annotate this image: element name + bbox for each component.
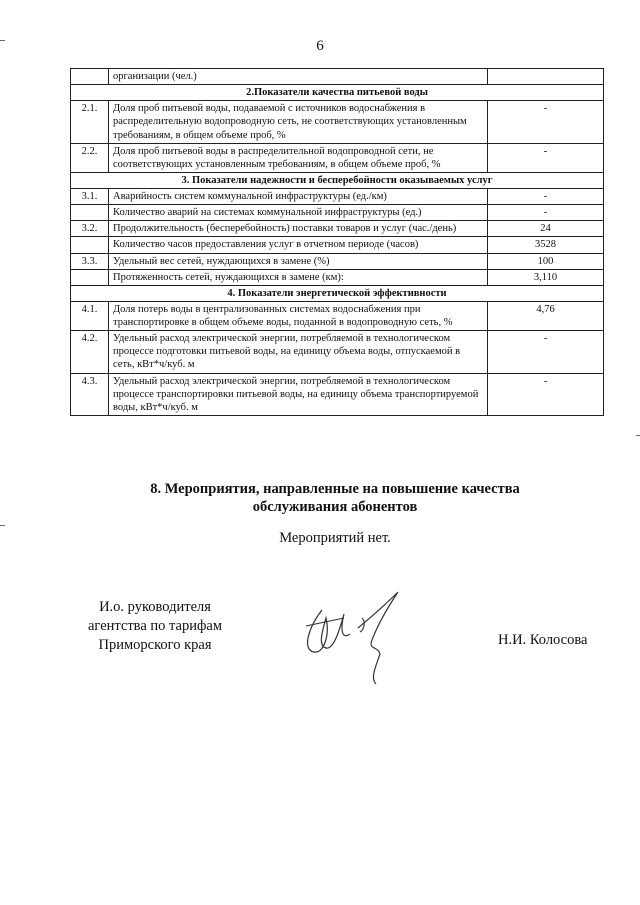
indicator-value: 3,110 (488, 269, 604, 285)
section-header: 3. Показатели надежности и бесперебойности оказываемых услуг (71, 172, 604, 188)
signatory-name: Н.И. Колосова (498, 632, 588, 648)
row-number (71, 205, 109, 221)
section-8-title-line2: обслуживания абонентов (252, 499, 418, 516)
indicator-value: - (488, 331, 604, 373)
indicator-value: 3528 (488, 237, 604, 253)
indicator-value: 4,76 (488, 301, 604, 330)
row-number: 4.1. (71, 301, 109, 330)
row-number: 3.3. (71, 253, 109, 269)
indicator-value: 100 (488, 253, 604, 269)
signatory-position (60, 598, 250, 655)
no-measures-text: Мероприятий нет. (279, 530, 391, 546)
signatory-position-line2: агентства по тарифам (88, 617, 222, 634)
table-row (71, 205, 604, 221)
indicator-name: организации (чел.) (109, 69, 488, 85)
table-row (71, 269, 604, 285)
table-row (71, 237, 604, 253)
row-number: 2.1. (71, 101, 109, 143)
handwritten-signature (300, 588, 410, 688)
section-header-row (71, 172, 604, 188)
row-number (71, 269, 109, 285)
signatory-position-line3: Приморского края (98, 636, 212, 653)
section-header-row (71, 285, 604, 301)
table-row (71, 143, 604, 172)
indicator-value: - (488, 205, 604, 221)
indicator-value: - (488, 143, 604, 172)
row-number: 3.1. (71, 189, 109, 205)
indicator-name: Количество часов предоставления услуг в отчетном периоде (часов) (109, 237, 488, 253)
indicator-name: Доля проб питьевой воды, подаваемой с источников водоснабжения в распределительную водопроводную сеть, не соответствующих установленным требованиям, в общем объеме проб, % (109, 101, 488, 143)
page-number: 6 (316, 38, 324, 54)
indicator-name: Удельный расход электрической энергии, потребляемой в технологическом процессе транспортировки питьевой воды, на единицу объема транспортируемой воды, кВт*ч/куб. м (109, 373, 488, 415)
table-row (71, 373, 604, 415)
margin-mark (0, 525, 5, 526)
indicator-value: 24 (488, 221, 604, 237)
row-number (71, 237, 109, 253)
indicator-name: Продолжительность (бесперебойность) поставки товаров и услуг (час./день) (109, 221, 488, 237)
indicator-value: - (488, 373, 604, 415)
indicator-value (488, 69, 604, 85)
indicator-value: - (488, 189, 604, 205)
table-row (71, 69, 604, 85)
indicator-name: Удельный расход электрической энергии, потребляемой в технологическом процессе подготовки питьевой воды, на единицу объема воды, отпускаемой в сеть, кВт*ч/куб. м (109, 331, 488, 373)
indicator-name: Доля потерь воды в централизованных системах водоснабжения при транспортировке в общем объеме воды, поданной в водопроводную сеть, % (109, 301, 488, 330)
indicator-name: Доля проб питьевой воды в распределительной водопроводной сети, не соответствующих установленным требованиям, в общем объеме проб, % (109, 143, 488, 172)
row-number: 4.2. (71, 331, 109, 373)
table-row (71, 253, 604, 269)
indicators-table (70, 68, 604, 416)
indicator-name: Аварийность систем коммунальной инфраструктуры (ед./км) (109, 189, 488, 205)
section-8-title-line1: 8. Мероприятия, направленные на повышение качества (150, 481, 520, 497)
signatory-position-line1: И.о. руководителя (99, 599, 211, 615)
table-row (71, 189, 604, 205)
margin-mark (0, 40, 5, 41)
margin-mark (636, 435, 640, 436)
section-header: 2.Показатели качества питьевой воды (71, 85, 604, 101)
section-header: 4. Показатели энергетической эффективности (71, 285, 604, 301)
table-row (71, 301, 604, 330)
indicator-name: Протяженность сетей, нуждающихся в замене (км): (109, 269, 488, 285)
indicator-value: - (488, 101, 604, 143)
section-header-row (71, 85, 604, 101)
indicator-name: Количество аварий на системах коммунальной инфраструктуры (ед.) (109, 205, 488, 221)
row-number: 3.2. (71, 221, 109, 237)
row-number: 2.2. (71, 143, 109, 172)
table-row (71, 331, 604, 373)
table-row (71, 221, 604, 237)
indicator-name: Удельный вес сетей, нуждающихся в замене (%) (109, 253, 488, 269)
table-row (71, 101, 604, 143)
row-number: 4.3. (71, 373, 109, 415)
section-8-title (0, 480, 640, 516)
row-number (71, 69, 109, 85)
